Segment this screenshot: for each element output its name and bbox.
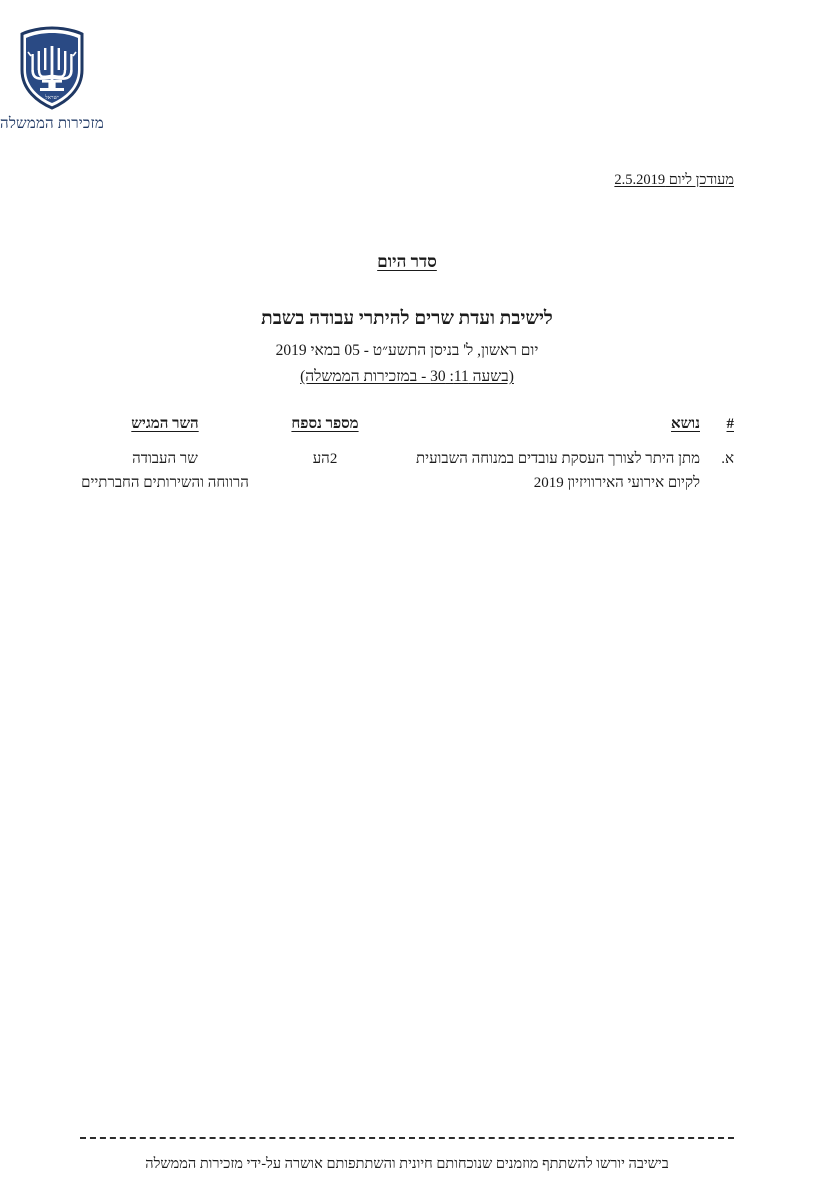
column-header-minister: השר המגיש [131, 416, 199, 432]
document-footer [80, 1137, 734, 1176]
footer-divider [80, 1137, 734, 1139]
agenda-table [80, 416, 734, 502]
document-subtitle: לישיבת ועדת שרים להיתרי עבודה בשבת [261, 308, 553, 329]
table-row [80, 447, 734, 502]
row-number: א. [721, 451, 734, 467]
svg-text:ישראל: ישראל [45, 95, 59, 101]
footer-note: בישיבה יורשו להשתתף מוזמנים שנוכחותם חיונית והשתתפותם אושרה על-ידי מזכירות הממשלה [145, 1155, 669, 1172]
meeting-time-line: (בשעה 11: 30 - במזכירות הממשלה) [300, 368, 514, 385]
emblem-block [0, 26, 104, 133]
row-topic: מתן היתר לצורך העסקת עובדים במנוחה השבועית לקיום אירועי האירוויזיון 2019 [415, 451, 700, 492]
agenda-section [80, 416, 734, 502]
updated-date-line: מעודכן ליום 2.5.2019 [614, 172, 734, 188]
row-attachment: 2הע [312, 451, 338, 467]
row-minister-line-1: שר העבודה [132, 451, 198, 467]
israel-state-emblem-icon [18, 26, 86, 110]
meeting-date-line: יום ראשון, ל' בניסן התשע״ט - 05 במאי 2019 [275, 342, 539, 359]
row-minister [80, 447, 250, 502]
row-minister-line-2: הרווחה והשירותים החברתיים [81, 475, 249, 492]
document-header [0, 26, 736, 133]
emblem-caption: מזכירות הממשלה [0, 116, 104, 132]
table-header-row [80, 416, 734, 447]
column-header-topic: נושא [671, 416, 700, 432]
column-header-number: # [726, 416, 734, 432]
title-block [0, 252, 814, 386]
column-header-attachment: מספר נספח [291, 416, 359, 432]
page-title: סדר היום [377, 252, 437, 271]
